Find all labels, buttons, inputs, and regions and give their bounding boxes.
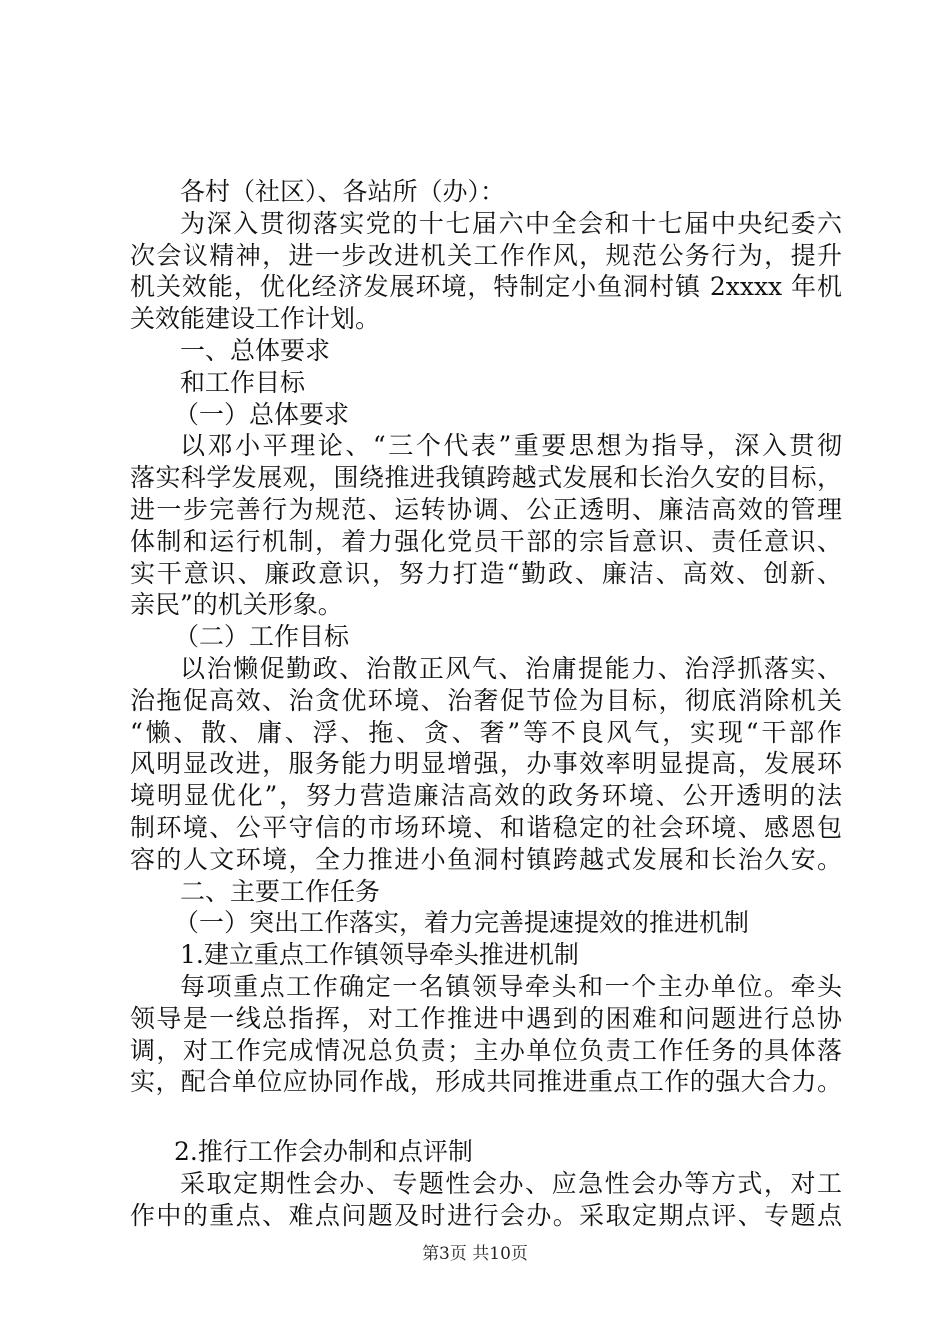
subsection-heading: （一）突出工作落实，着力完善提速提效的推进机制 [174,908,750,938]
paragraph-line: 实干意识、廉政意识，努力打造“勤政、廉洁、高效、创新、 [130,558,842,588]
paragraph-line: 以治懒促勤政、治散正风气、治庸提能力、治浮抓落实、 [180,653,842,683]
paragraph-line: 容的人文环境，全力推进小鱼洞村镇跨越式发展和长治久安。 [130,844,842,874]
paragraph-line: 领导是一线总指挥，对工作推进中遇到的困难和问题进行总协 [130,1003,842,1033]
paragraph-line: 关效能建设工作计划。 [130,304,381,334]
paragraph-line: 作中的重点、难点问题及时进行会办。采取定期点评、专题点 [130,1200,842,1230]
subsection-heading: （一）总体要求 [174,399,350,429]
section-heading: 一、总体要求 [180,335,331,365]
paragraph-line: 每项重点工作确定一名镇领导牵头和一个主办单位。牵头 [180,971,842,1001]
paragraph-line: 以邓小平理论、“三个代表”重要思想为指导，深入贯彻 [180,431,842,461]
paragraph-line: 制环境、公平守信的市场环境、和谐稳定的社会环境、感恩包 [130,812,842,842]
paragraph-line: “懒、散、庸、浮、拖、贪、奢”等不良风气，实现“干部作 [130,717,842,747]
paragraph-line: 采取定期性会办、专题性会办、应急性会办等方式，对工 [180,1168,842,1198]
paragraph-line: 实，配合单位应协同作战，形成共同推进重点工作的强大合力。 [130,1067,842,1097]
paragraph-line: 次会议精神，进一步改进机关工作作风，规范公务行为，提升 [130,240,842,270]
paragraph-line: 调，对工作完成情况总负责；主办单位负责工作任务的具体落 [130,1035,842,1065]
paragraph-line: 风明显改进，服务能力明显增强，办事效率明显提高，发展环 [130,749,842,779]
subsection-heading: （二）工作目标 [174,622,350,652]
paragraph-line: 进一步完善行为规范、运转协调、公正透明、廉洁高效的管理 [130,494,842,524]
paragraph-line: 体制和运行机制，着力强化党员干部的宗旨意识、责任意识、 [130,526,842,556]
paragraph-line: 治拖促高效、治贪优环境、治奢促节俭为目标，彻底消除机关 [130,685,842,715]
page-number-footer: 第3页 共10页 [422,1244,528,1264]
paragraph-line: 机关效能，优化经济发展环境，特制定小鱼洞村镇 2xxxx 年机 [130,272,842,302]
document-body [130,176,842,1232]
paragraph-gap [130,1098,842,1136]
paragraph-line: 境明显优化”，努力营造廉洁高效的政务环境、公开透明的法 [130,781,842,811]
paragraph-line: 亲民”的机关形象。 [130,590,343,620]
paragraph-line: 落实科学发展观，围绕推进我镇跨越式发展和长治久安的目标， [130,463,842,493]
section-heading: 和工作目标 [180,367,306,397]
item-heading: 1.建立重点工作镇领导牵头推进机制 [180,940,579,970]
item-heading: 2.推行工作会办制和点评制 [174,1137,473,1167]
salutation: 各村（社区）、各站所（办）： [180,177,506,206]
section-heading: 二、主要工作任务 [180,876,381,906]
paragraph-line: 为深入贯彻落实党的十七届六中全会和十七届中央纪委六 [180,208,842,238]
